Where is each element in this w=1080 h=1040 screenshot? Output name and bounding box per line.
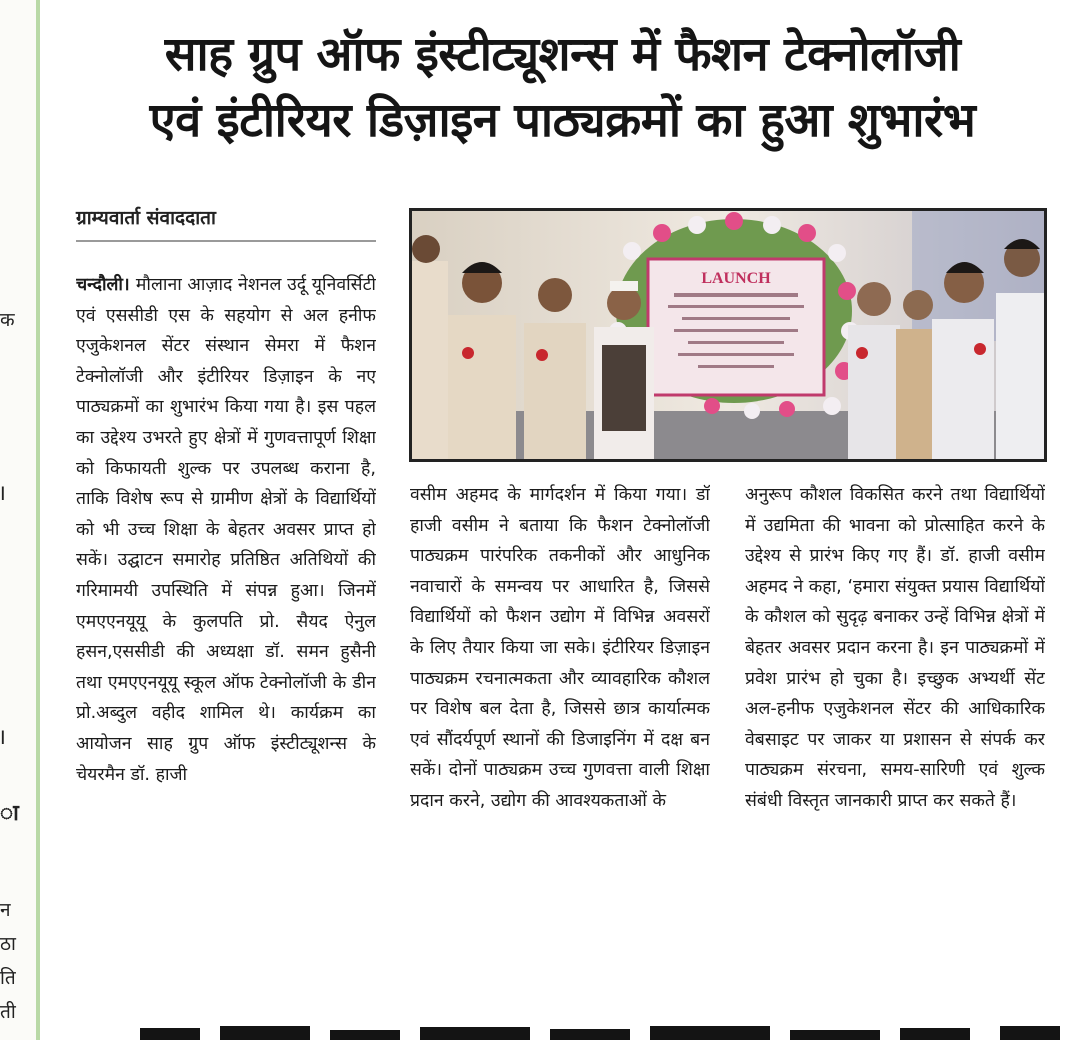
dateline: चन्दौली। [76, 275, 136, 295]
adjacent-text-fragment: ा [0, 801, 19, 826]
adjacent-text-fragment: ति [0, 967, 16, 989]
event-photo [409, 208, 1047, 462]
article-body-text: वसीम अहमद के मार्गदर्शन में किया गया। डॉ हाजी वसीम ने बताया कि फैशन टेक्नोलॉजी पाठ्यक्रम पारंपरिक तकनीकों और आधुनिक नवाचारों के समन्वय पर आधारित है, जिससे विद्यार्थियों को फैशन उद्योग में विभिन्न अवसरों के लिए तैयार किया जा सके। इंटीरियर डिज़ाइन पाठ्यक्रम रचनात्मकता और व्यावहारिक कौशल पर विशेष बल देता है, जिससे छात्र कार्यात्मक एवं सौंदर्यपूर्ण स्थानों की डिजाइनिंग में दक्ष बन सकें। दोनों पाठ्यक्रम उच्च गुणवत्ता वाली शिक्षा प्रदान करने, उद्योग की आवश्यकताओं के [410, 485, 710, 811]
adjacent-article-strip [0, 0, 40, 1040]
headline-line: एवं इंटीरियर डिज़ाइन पाठ्यक्रमों का हुआ शुभारंभ [149, 93, 976, 148]
byline: ग्राम्यवार्ता संवाददाता [76, 207, 216, 229]
event-photo-illustration [412, 211, 1044, 459]
adjacent-text-fragment: I [0, 727, 6, 749]
next-article-headline-cropped [0, 1022, 1080, 1040]
article-column-1 [76, 270, 376, 1000]
banner-title: LAUNCH [701, 270, 771, 287]
article-column-2 [410, 480, 710, 1000]
adjacent-text-fragment: क [0, 309, 15, 331]
byline-underline [76, 240, 376, 242]
column-divider [36, 0, 40, 1040]
article-body-text: अनुरूप कौशल विकसित करने तथा विद्यार्थियों में उद्यमिता की भावना को प्रोत्साहित करने के उद्देश्य से प्रारंभ किए गए हैं। डॉ. हाजी वसीम अहमद ने कहा, ‘हमारा संयुक्त प्रयास विद्यार्थियों के कौशल को सुदृढ़ बनाकर उन्हें विभिन्न क्षेत्रों में बेहतर अवसर प्रदान करना है। इन पाठ्यक्रमों में प्रवेश प्रारंभ हो चुका है। इच्छुक अभ्यर्थी सेंट अल-हनीफ एजुकेशनल सेंटर की आधिकारिक वेबसाइट पर जाकर या प्रशासन से संपर्क कर पाठ्यक्रम संरचना, समय-सारिणी एवं शुल्क संबंधी विस्तृत जानकारी प्राप्त कर सकते हैं। [745, 485, 1045, 811]
article-column-3 [745, 480, 1045, 1000]
article-body-text: मौलाना आज़ाद नेशनल उर्दू यूनिवर्सिटी एवं एससीडी एस के सहयोग से अल हनीफ एजुकेशनल सेंटर संस्थान सेमरा में फैशन टेक्नोलॉजी और इंटीरियर डिज़ाइन के नए पाठ्यक्रमों का शुभारंभ किया गया है। इस पहल का उद्देश्य उभरते हुए क्षेत्रों में गुणवत्तापूर्ण शिक्षा को किफायती शुल्क पर उपलब्ध कराना है, ताकि विशेष रूप से ग्रामीण क्षेत्रों के विद्यार्थियों को भी उच्च शिक्षा के बेहतर अवसर प्राप्त हो सकें। उद्घाटन समारोह प्रतिष्ठित अतिथियों की गरिमामयी उपस्थिति में संपन्न हुआ। जिनमें एमएएनयूयू के कुलपति प्रो. सैयद ऐनुल हसन,एससीडी की अध्यक्षा डॉ. समन हुसैनी तथा एमएएनयूयू स्कूल ऑफ टेक्नोलॉजी के डीन प्रो.अब्दुल वहीद शामिल थे। कार्यक्रम का आयोजन साह ग्रुप ऑफ इंस्टीट्यूशन्स के चेयरमैन डॉ. हाजी [76, 275, 376, 785]
headline-line: साह ग्रुप ऑफ इंस्टीट्यूशन्स में फैशन टेक्नोलॉजी [164, 27, 961, 82]
adjacent-text-fragment: ती [0, 1001, 16, 1023]
adjacent-text-fragment: ठा [0, 933, 16, 955]
cropped-headline-shapes [0, 1022, 1080, 1040]
adjacent-text-fragment: I [0, 483, 6, 505]
adjacent-text-fragment: न [0, 899, 11, 921]
article-headline [60, 22, 1065, 154]
